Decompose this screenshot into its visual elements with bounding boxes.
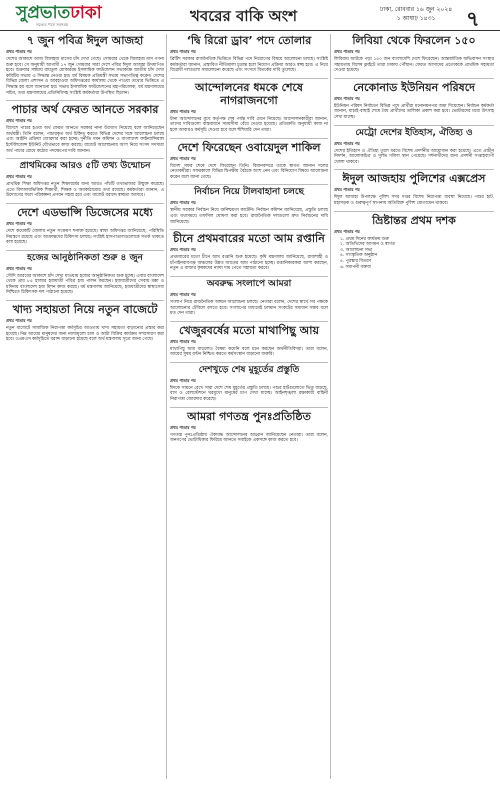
divider bbox=[334, 211, 494, 212]
story-headline[interactable]: অবরুদ্ধ সংলাপে আমরা bbox=[206, 278, 292, 289]
page-number: ৭ bbox=[466, 7, 480, 31]
list-item: • ৪. সাংস্কৃতিক অনুষ্ঠান bbox=[340, 253, 494, 259]
story-headline[interactable]: খাদ্য সহায়তা নিয়ে নতুন বাজেটে bbox=[12, 303, 158, 317]
story[interactable] bbox=[170, 279, 328, 317]
story-headline[interactable]: আমরা গণতন্ত্র পুনঃপ্রতিষ্ঠিত bbox=[187, 409, 311, 423]
story[interactable] bbox=[6, 103, 164, 154]
story-body: ব্রিটিশ সরকার রাজনৈতিক ভিত্তিতে বিভিন্ন পদে নিয়োগের বিষয়ে আলোচনা চলছে। সংশ্লিষ্ট কর্মকর্তারা জানান, প্রস্তাবিত নীতিমালা চূড়ান্ত হলে নিয়োগ প্রক্রিয়া আরও স্বচ্ছ হবে। এ নিয়ে বিরোধী দলগুলো সমালোচনা করেছে এবং সংসদে বিতর্কের দাবি তুলেছে। bbox=[170, 57, 328, 74]
story-body: প্রাথমিক শিক্ষা অধিদপ্তর নতুন শিক্ষাবর্ষের জন্য আরও পাঁচটি তথ্যভান্ডার উন্মুক্ত করেছে। এতে বিদ্যালয়ভিত্তিক শিক্ষার্থী, শিক্ষক ও অবকাঠামোর তথ্য রয়েছে। কর্মকর্তারা জানান, এ উদ্যোগের ফলে পরিকল্পনা প্রণয়ন সহজ হবে এবং বাজেট বরাদ্দে স্বচ্ছতা আসবে। bbox=[6, 182, 164, 199]
story-body: ঈদুল আজহা উপলক্ষে পুলিশ সদর দপ্তর বিশেষ নিরাপত্তা ব্যবস্থা নিয়েছে। পশুর হাট, মহাসড়ক ও গুরুত্বপূর্ণ স্থাপনায় অতিরিক্ত পুলিশ মোতায়েন থাকবে। bbox=[334, 195, 494, 206]
story-headline[interactable]: খেজুরবর্ষের মতো মাথাপিছু আয় bbox=[179, 323, 319, 337]
column-divider bbox=[166, 34, 167, 779]
column-3 bbox=[334, 32, 494, 782]
story-slug: প্রথম পাতার পর bbox=[334, 95, 360, 101]
story-headline[interactable]: চীনে প্রথমবারের মতো আম রপ্তানি bbox=[173, 232, 325, 246]
story-slug: প্রথম পাতার পর bbox=[170, 247, 196, 253]
story-body: বিদেশে পাচার হওয়া অর্থ ফেরত আনতে সরকার নানা উদ্যোগ নিয়েছে বলে জানিয়েছেন অর্থমন্ত্রী। তিনি বলেন, পাচারকৃত অর্থ চিহ্নিত করতে বিভিন্ন দেশের সঙ্গে আলোচনা চলছে এবং আইনি প্রক্রিয়া জোরদার করা হচ্ছে। দুর্নীতি দমন কমিশন ও বাংলাদেশ ফাইন্যান্সিয়াল ইন্টেলিজেন্স ইউনিট যৌথভাবে কাজ করছে। বাজেট আলোচনায় অংশ নিয়ে সংসদ সদস্যরা অর্থ পাচার রোধে কঠোর পদক্ষেপের দাবি জানান। bbox=[6, 126, 164, 154]
story-slug: প্রথম পাতার পর bbox=[170, 377, 196, 383]
list-item: • ১. প্রথম দিনের কার্যক্রম শুরু bbox=[340, 237, 494, 243]
story-headline[interactable]: আন্দোলনের ধমকে শেষে নাগরাজনগো bbox=[194, 80, 303, 107]
story-body: সৌদি আরবের আকাশে চাঁদ দেখা যাওয়ায় হজের আনুষ্ঠানিকতা শুরু হচ্ছে। এবার বাংলাদেশ থেকে প্রায় ৮৫ হাজার হজযাত্রী পবিত্র হজ পালন করছেন। হজযাত্রীদের সেবায় মক্কা ও মদিনায় বাংলাদেশ হজ মিশন কাজ করছে। ধর্ম মন্ত্রণালয় জানিয়েছে, হজযাত্রীদের স্বাস্থ্যসেবা নিশ্চিতে চিকিৎসক দল পাঠানো হয়েছে। bbox=[6, 273, 164, 296]
story-headline[interactable]: দেশে এডভান্সি ডিজেসের মধ্যে bbox=[17, 205, 153, 219]
story-body: দেশের আকাশে আজ জিলহজ মাসের চাঁদ দেখা গেছে। সোমবার থেকে জিলহজ মাস গণনা শুরু হবে। সে অনুযায়ী আগামী ১৭ জুন সোমবার সারা দেশে পবিত্র ঈদুল আজহা উদযাপিত হবে। শুক্রবার সন্ধ্যায় বায়তুল মোকাররম ইসলামিক ফাউন্ডেশন সভাকক্ষে জাতীয় চাঁদ দেখা কমিটির সভায় এ সিদ্ধান্ত নেওয়া হয়। ধর্ম বিষয়ক প্রতিমন্ত্রী সভায় সভাপতিত্ব করেন। দেশের বিভিন্ন জেলা প্রশাসন ও আবহাওয়া অধিদপ্তরের কার্যালয় থেকে পাওয়া তথ্যের ভিত্তিতে এ সিদ্ধান্ত হয় বলে জানানো হয়। সভায় ইসলামিক ফাউন্ডেশনের মহাপরিচালক, ধর্ম মন্ত্রণালয়ের সচিব, তথ্য মন্ত্রণালয়ের প্রতিনিধিসহ সংশ্লিষ্ট কর্মকর্তারা উপস্থিত ছিলেন। bbox=[6, 57, 164, 96]
story-headline[interactable]: ৭ জুন পবিত্র ঈদুল আজহা bbox=[26, 34, 144, 47]
story[interactable] bbox=[6, 206, 164, 246]
divider bbox=[6, 203, 164, 204]
story[interactable] bbox=[170, 232, 328, 272]
list-item: • ৬. সমাপনী বক্তব্য bbox=[340, 265, 494, 271]
story-slug: প্রথম পাতার পর bbox=[6, 265, 32, 271]
story-body: সংলাপ নিয়ে রাজনৈতিক অঙ্গনে আলোচনা চলছে। নেতারা বলেন, দেশের স্বার্থে সব পক্ষকে আলোচনার টেবিলে বসতে হবে। সংলাপের মাধ্যমেই চলমান সংকটের সমাধান সম্ভব বলে মত দেন তারা। bbox=[170, 299, 328, 317]
list-item: • ৫. পুরস্কার বিতরণ bbox=[340, 259, 494, 265]
divider bbox=[334, 125, 494, 126]
story[interactable] bbox=[170, 141, 328, 181]
story-headline[interactable]: ভ্রিষ্টান্তর প্রথম দশক bbox=[372, 213, 456, 227]
divider bbox=[6, 100, 164, 101]
story-slug: প্রথম পাতার পর bbox=[334, 140, 360, 146]
story-slug: প্রথম পাতার পর bbox=[170, 49, 196, 54]
story-body: ইউনিয়ন পরিষদ নির্বাচনে বিভিন্ন পদে প্রার্থীরা মনোনয়নপত্র জমা দিয়েছেন। নির্বাচন কর্মকর্তা জানান, যাচাই-বাছাই শেষে বৈধ প্রার্থীদের তালিকা প্রকাশ করা হবে। ভোটারদের মধ্যে উৎসাহ দেখা যাচ্ছে। bbox=[334, 103, 494, 120]
story[interactable] bbox=[334, 128, 494, 166]
divider bbox=[6, 300, 164, 301]
story-body: লিবিয়ায় আটকে পড়া ১৫০ জন বাংলাদেশি দেশে ফিরেছেন। আন্তর্জাতিক অভিবাসন সংস্থার সহায়তায় বিশেষ ফ্লাইটে তারা ঢাকায় পৌঁছান। ফেরত আসাদের প্রত্যেককে প্রাথমিক সহায়তা দেওয়া হয়েছে। bbox=[334, 57, 494, 74]
story[interactable] bbox=[6, 34, 164, 96]
story-headline[interactable]: মেট্রো দেশের ইতিহাস, ঐতিহ্য ও bbox=[355, 127, 473, 138]
divider bbox=[170, 321, 328, 322]
story-headline[interactable]: প্রাথমিকের আরও ৫টি তথ্য উন্মোচন bbox=[19, 161, 151, 172]
story[interactable] bbox=[334, 81, 494, 121]
story-slug: প্রথম পাতার পর bbox=[170, 155, 196, 161]
story[interactable] bbox=[334, 172, 494, 206]
story[interactable] bbox=[6, 161, 164, 199]
story-slug: প্রথম পাতার পর bbox=[6, 220, 32, 226]
divider bbox=[6, 250, 164, 251]
divider bbox=[170, 407, 328, 408]
story-headline[interactable]: পাচার অর্থ ফেরত আনতে সরকার bbox=[11, 103, 159, 117]
story-slug: প্রথম পাতার পর bbox=[6, 318, 32, 324]
masthead bbox=[0, 0, 500, 31]
story[interactable] bbox=[334, 34, 494, 74]
story-slug: প্রথম পাতার পর bbox=[334, 228, 360, 234]
divider bbox=[170, 184, 328, 185]
story[interactable] bbox=[6, 253, 164, 296]
event-list bbox=[334, 237, 494, 271]
story-slug: প্রথম পাতার পর bbox=[170, 200, 196, 206]
story[interactable] bbox=[170, 410, 328, 444]
story-slug: প্রথম পাতার পর bbox=[6, 49, 32, 54]
story-slug: প্রথম পাতার পর bbox=[170, 108, 196, 114]
divider bbox=[334, 169, 494, 170]
story-body: প্রথমবারের মতো চীনে আম রপ্তানি শুরু হয়েছে। কৃষি মন্ত্রণালয় জানিয়েছে, রাজশাহী ও চাঁপাইনবাবগঞ্জ অঞ্চলের উন্নত জাতের আম পাঠানো হচ্ছে। রপ্তানিকারকরা আশা করছেন, নতুন এ বাজার কৃষকদের ন্যায্য দাম পেতে সহায়তা করবে। bbox=[170, 255, 328, 272]
story[interactable] bbox=[334, 214, 494, 271]
story-body: বিদেশ সফর শেষে দেশে ফিরেছেন তিনি। বিমানবন্দরে তাকে স্বাগত জানান দলের নেতাকর্মীরা। সফরকালে বিভিন্ন দ্বিপক্ষীয় বৈঠকে অংশ নেন এবং বিনিয়োগ বিষয়ে আলোচনা করেন বলে জানা গেছে। bbox=[170, 163, 328, 180]
list-item: • ২. অতিথিদের আগমন ও স্বাগত bbox=[340, 242, 494, 248]
divider bbox=[170, 78, 328, 79]
story-body: মাথাপিছু আয় বাড়লেও বৈষম্য কমেনি বলে মনে করছেন অর্থনীতিবিদরা। তারা বলেন, আয়ের সুষম বণ্টন নিশ্চিত করতে কর্মসংস্থান বাড়ানো জরুরি। bbox=[170, 346, 328, 358]
date-block bbox=[380, 5, 452, 23]
divider bbox=[334, 78, 494, 79]
story-headline[interactable]: ‘দ্বি রিরো ড্রাব’ পদে তোলার bbox=[186, 34, 312, 47]
story-headline[interactable]: নির্বাচন নিয়ে টালবাহানা চলছে bbox=[194, 187, 304, 198]
story[interactable] bbox=[170, 324, 328, 358]
story-headline[interactable]: হজের আনুষ্ঠানিকতা শুরু ৪ জুন bbox=[27, 252, 143, 263]
date-line: ঢাকা, রোববার ১৬ জুন ২০২৪ bbox=[380, 6, 453, 13]
story-slug: প্রথম পাতার পর bbox=[6, 174, 32, 180]
logo-tagline: সত্যের পথে সবসময় bbox=[36, 22, 69, 27]
section-title: খবরের বাকি অংশ bbox=[190, 7, 297, 25]
date-line-bangla: ১ আষাঢ় ১৪৩১ bbox=[396, 15, 436, 22]
story-slug: প্রথম পাতার পর bbox=[334, 49, 360, 54]
story-body: স্থানীয় সরকার নির্বাচন নিয়ে অনিশ্চয়তা কাটেনি। নির্বাচন কমিশন জানিয়েছে, প্রস্তুতি চলছে এবং যথাসময়ে তফসিল ঘোষণা করা হবে। রাজনৈতিক দলগুলো দ্রুত নির্বাচনের দাবি জানিয়েছে। bbox=[170, 208, 328, 225]
story[interactable] bbox=[6, 303, 164, 343]
column-2 bbox=[170, 32, 328, 782]
story[interactable] bbox=[170, 365, 328, 403]
story-body: টানা আন্দোলনের মুখে কর্তৃপক্ষ শেষ পর্যন্ত দাবি মেনে নিয়েছে। আন্দোলনকারীরা জানান, তাদের দাবিগুলো বাস্তবায়নে সময়সীমা বেঁধে দেওয়া হয়েছে। প্রতিশ্রুতি অনুযায়ী কাজ না হলে আবারও কর্মসূচি দেওয়া হবে বলে হুঁশিয়ারি দেন তারা। bbox=[170, 116, 328, 133]
story-body: দেশের ইতিহাস ও ঐতিহ্য তুলে ধরতে বিশেষ প্রদর্শনীর আয়োজন করা হয়েছে। এতে প্রাচীন নিদর্শন, আলোকচিত্র ও দুর্লভ দলিল স্থান পেয়েছে। দর্শনার্থীদের জন্য প্রদর্শনী সপ্তাহব্যাপী খোলা থাকবে। bbox=[334, 148, 494, 165]
story-slug: প্রথম পাতার পর bbox=[170, 291, 196, 297]
story-body: ঈদকে সামনে রেখে সারা দেশে শেষ মুহূর্তের প্রস্তুতি চলছে। পশুর হাটগুলোতে ভিড় বাড়ছে, বাস ও রেলস্টেশনে ঘরমুখো মানুষের চাপ দেখা যাচ্ছে। আইনশৃঙ্খলা রক্ষাকারী বাহিনী নিরাপত্তা জোরদার করেছে। bbox=[170, 385, 328, 403]
divider bbox=[170, 229, 328, 230]
story-slug: প্রথম পাতার পর bbox=[6, 118, 32, 124]
story[interactable] bbox=[170, 187, 328, 225]
column-1 bbox=[6, 32, 164, 782]
list-item: • ৩. আলোচনা সভা bbox=[340, 248, 494, 254]
story-slug: প্রথম পাতার পর bbox=[334, 187, 360, 193]
story-headline[interactable]: দেশে ফিরেছেন ওবায়েদুল শাকিল bbox=[177, 140, 321, 154]
divider bbox=[170, 138, 328, 139]
story-headline[interactable]: নেকোনাড ইউনিয়ন পরিষদে bbox=[353, 80, 475, 94]
story-headline[interactable]: ঈদুল আজহায় পুলিশের এক্সপ্রেস bbox=[342, 172, 486, 186]
divider bbox=[170, 276, 328, 277]
divider bbox=[170, 362, 328, 363]
story-slug: প্রথম পাতার পর bbox=[170, 424, 196, 430]
story[interactable] bbox=[170, 34, 328, 74]
story-headline[interactable]: দেশখুড়ে শেষ মুহূর্তের প্রস্তুতি bbox=[198, 364, 300, 375]
story[interactable] bbox=[170, 81, 328, 134]
column-divider bbox=[330, 34, 331, 779]
story-body: গণতন্ত্র পুনঃপ্রতিষ্ঠায় ঐক্যবদ্ধ আন্দোলনের আহ্বান জানিয়েছেন নেতারা। তারা বলেন, জনগণের ভোটাধিকার ফিরিয়ে আনতে সবাইকে একসঙ্গে কাজ করতে হবে। bbox=[170, 432, 328, 444]
story-slug: প্রথম পাতার পর bbox=[170, 338, 196, 344]
story-headline[interactable]: লিবিয়া থেকে ফিরলেন ১৫০ bbox=[352, 34, 476, 47]
newspaper-logo[interactable]: সুপ্রভাতঢাকা bbox=[16, 3, 102, 23]
story-body: নতুন বাজেটে সামাজিক নিরাপত্তা কর্মসূচির আওতায় খাদ্য সহায়তা বাড়ানোর প্রস্তাব করা হয়েছে। নিম্ন আয়ের মানুষদের জন্য ন্যায্যমূল্যে চাল ও আটা বিক্রির কার্যক্রম সম্প্রসারণ করা হবে। ওএমএস কর্মসূচিতে বরাদ্দ বাড়ানো হয়েছে বলে অর্থ মন্ত্রণালয় সূত্রে জানা গেছে। bbox=[6, 326, 164, 343]
story-body: দেশে কয়েকটি জেলায় নতুন সংক্রমণ শনাক্ত হয়েছে। স্বাস্থ্য অধিদপ্তর জানিয়েছে, পরিস্থিতি নিয়ন্ত্রণে রয়েছে এবং আক্রান্তদের চিকিৎসা চলছে। সংশ্লিষ্ট হাসপাতালগুলোকে সতর্ক থাকতে বলা হয়েছে। bbox=[6, 228, 164, 246]
divider bbox=[6, 158, 164, 159]
